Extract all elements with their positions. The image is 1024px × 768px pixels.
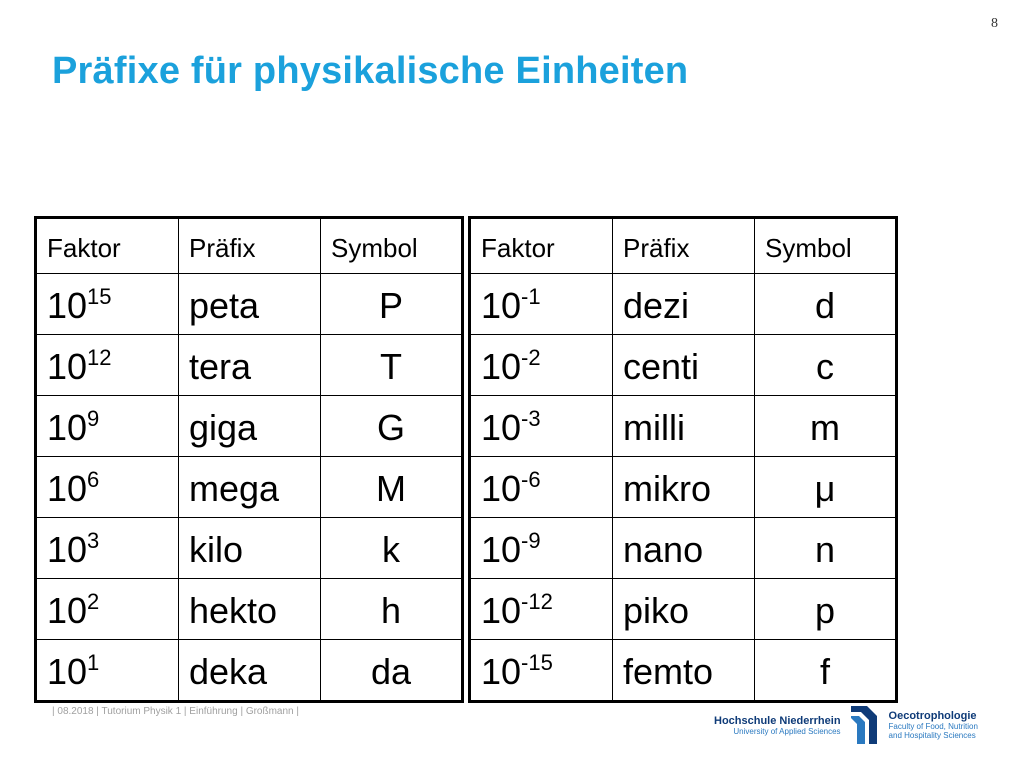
prefix-cell: centi — [613, 335, 755, 396]
factor-base: 10 — [47, 346, 88, 387]
factor-base: 10 — [47, 407, 88, 448]
table-row — [470, 274, 897, 335]
factor-cell — [36, 396, 179, 457]
factor-exponent: -2 — [521, 345, 541, 370]
prefix-table-small — [468, 216, 898, 703]
prefix-cell: mega — [179, 457, 321, 518]
table-row — [36, 396, 463, 457]
factor-cell — [470, 457, 613, 518]
table-row — [470, 396, 897, 457]
prefix-cell: kilo — [179, 518, 321, 579]
table-row — [470, 335, 897, 396]
factor-exponent: -9 — [521, 528, 541, 553]
factor-cell — [36, 274, 179, 335]
table-header-row — [36, 218, 463, 274]
prefix-cell: femto — [613, 640, 755, 702]
factor-exponent: 1 — [87, 650, 100, 675]
table-row — [36, 640, 463, 702]
factor-base: 10 — [481, 651, 522, 692]
factor-base: 10 — [47, 529, 88, 570]
symbol-cell: m — [755, 396, 897, 457]
prefix-cell: deka — [179, 640, 321, 702]
faculty-subtitle-1: Faculty of Food, Nutrition — [888, 722, 978, 731]
factor-cell — [36, 457, 179, 518]
university-logo-icon — [849, 704, 879, 746]
prefix-cell: nano — [613, 518, 755, 579]
factor-exponent: 15 — [87, 284, 112, 309]
table-row — [36, 335, 463, 396]
table-row — [36, 518, 463, 579]
factor-cell — [36, 640, 179, 702]
symbol-cell: P — [321, 274, 463, 335]
factor-base: 10 — [47, 651, 88, 692]
factor-cell — [36, 335, 179, 396]
factor-exponent: -12 — [521, 589, 553, 614]
table-row — [36, 579, 463, 640]
factor-cell — [470, 335, 613, 396]
faculty-logo-text — [889, 710, 978, 740]
factor-exponent: -1 — [521, 284, 541, 309]
symbol-cell: c — [755, 335, 897, 396]
university-logo-text — [714, 715, 841, 736]
symbol-cell: n — [755, 518, 897, 579]
university-subtitle: University of Applied Sciences — [733, 726, 841, 736]
symbol-cell: f — [755, 640, 897, 702]
page-number: 8 — [991, 16, 998, 31]
factor-exponent: -15 — [521, 650, 553, 675]
slide-title: Präfixe für physikalische Einheiten — [52, 50, 689, 92]
factor-exponent: 2 — [87, 589, 100, 614]
prefix-table-small-body — [470, 218, 897, 702]
header-factor: Faktor — [36, 218, 179, 274]
symbol-cell: p — [755, 579, 897, 640]
factor-exponent: 12 — [87, 345, 112, 370]
table-row — [470, 457, 897, 518]
factor-exponent: -6 — [521, 467, 541, 492]
factor-cell — [470, 396, 613, 457]
table-row — [470, 579, 897, 640]
header-factor: Faktor — [470, 218, 613, 274]
symbol-cell: k — [321, 518, 463, 579]
logo-area — [714, 704, 978, 746]
university-name: Hochschule Niederrhein — [714, 714, 841, 727]
table-row — [470, 518, 897, 579]
prefix-cell: dezi — [613, 274, 755, 335]
prefix-cell: hekto — [179, 579, 321, 640]
table-row — [36, 457, 463, 518]
header-prefix: Präfix — [613, 218, 755, 274]
factor-exponent: 9 — [87, 406, 100, 431]
factor-cell — [470, 518, 613, 579]
prefix-cell: milli — [613, 396, 755, 457]
symbol-cell: M — [321, 457, 463, 518]
factor-cell — [36, 518, 179, 579]
prefix-cell: tera — [179, 335, 321, 396]
table-row — [470, 640, 897, 702]
factor-cell — [470, 274, 613, 335]
header-symbol: Symbol — [755, 218, 897, 274]
factor-base: 10 — [481, 285, 522, 326]
factor-exponent: 6 — [87, 467, 100, 492]
symbol-cell: T — [321, 335, 463, 396]
prefix-table-large-body — [36, 218, 463, 702]
factor-base: 10 — [47, 590, 88, 631]
symbol-cell: d — [755, 274, 897, 335]
prefix-cell: piko — [613, 579, 755, 640]
header-prefix: Präfix — [179, 218, 321, 274]
factor-cell — [36, 579, 179, 640]
factor-cell — [470, 579, 613, 640]
table-row — [36, 274, 463, 335]
factor-base: 10 — [481, 468, 522, 509]
factor-base: 10 — [481, 529, 522, 570]
prefix-table-large — [34, 216, 464, 703]
symbol-cell: da — [321, 640, 463, 702]
symbol-cell: G — [321, 396, 463, 457]
table-header-row — [470, 218, 897, 274]
footer-info: | 08.2018 | Tutorium Physik 1 | Einführung | Großmann | — [52, 706, 299, 717]
factor-base: 10 — [47, 285, 88, 326]
header-symbol: Symbol — [321, 218, 463, 274]
symbol-cell: μ — [755, 457, 897, 518]
prefix-cell: mikro — [613, 457, 755, 518]
factor-exponent: -3 — [521, 406, 541, 431]
factor-cell — [470, 640, 613, 702]
factor-base: 10 — [481, 407, 522, 448]
prefix-cell: giga — [179, 396, 321, 457]
symbol-cell: h — [321, 579, 463, 640]
faculty-subtitle-2: and Hospitality Sciences — [888, 731, 976, 740]
factor-exponent: 3 — [87, 528, 100, 553]
factor-base: 10 — [481, 590, 522, 631]
faculty-name: Oecotrophologie — [888, 710, 977, 722]
factor-base: 10 — [481, 346, 522, 387]
factor-base: 10 — [47, 468, 88, 509]
prefix-tables — [34, 216, 898, 703]
prefix-cell: peta — [179, 274, 321, 335]
